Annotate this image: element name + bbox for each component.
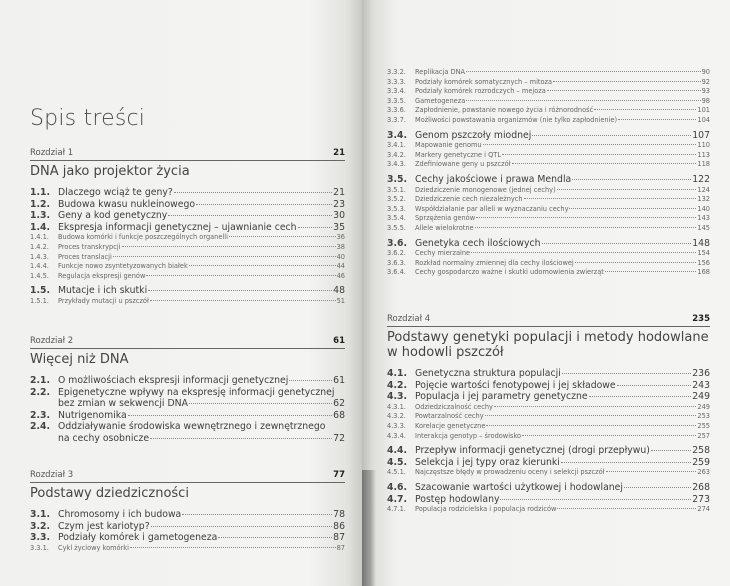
dot-leader [589,396,692,397]
entry-title: Sprzężenia genów [415,214,476,223]
chapter-1-block [30,148,345,307]
entry-number: 4.1. [387,368,408,379]
entry-title: Przykłady mutacji u pszczół [58,296,149,305]
entry-page: 249 [697,402,710,411]
entry-title: Najczęstsze błędy w prowadzeniu oceny i selekcji pszczół [415,468,605,477]
entry-page: 132 [697,195,710,204]
entry-title: Chromosomy i ich budowa [58,509,182,520]
entry-number: 2.1. [30,375,51,386]
entry-number: 4.7. [387,493,408,505]
dot-leader [557,189,697,190]
dot-leader [557,508,696,509]
entry-page: 93 [701,87,710,96]
dot-leader [298,227,333,228]
toc-entry[interactable] [387,87,710,97]
dot-leader [182,514,332,515]
dot-leader [471,252,696,253]
entry-page: 23 [333,198,345,210]
toc-entry[interactable] [30,243,345,253]
toc-entry[interactable] [30,532,345,544]
entry-title: Zapłodnienie, powstanie nowego życia i różnorodność [415,106,594,115]
entry-title: Geny a kod genetyczny [58,210,168,222]
chapter-page: 61 [333,336,345,346]
toc-entry [30,421,345,433]
entry-title: O możliwościach ekspresji informacji genetycznej [58,375,289,386]
toc-entry[interactable] [387,482,710,494]
dot-leader [485,415,697,416]
toc-entry[interactable] [30,210,345,222]
entry-title: Genetyczna struktura populacji [415,368,561,379]
entry-page: 68 [333,409,345,421]
entry-page: 268 [692,481,710,493]
entry-title: Markery genetyczne i QTL [415,150,501,159]
toc-entry[interactable] [30,199,345,211]
chapter-label: Rozdział 3 [30,470,74,480]
dot-leader [130,547,336,548]
toc-entry[interactable] [30,410,345,422]
entry-page: 253 [697,412,710,421]
toc-entry[interactable] [30,297,345,307]
entry-title: Powtarzalność cechy [415,412,484,421]
entry-page: 62 [333,398,345,410]
dot-leader [522,435,696,436]
entry-page: 46 [336,271,345,280]
dot-leader [466,100,700,101]
entry-title: Nutrigenomika [58,409,127,421]
chapter-page: 77 [333,470,345,480]
entry-page: 122 [692,173,710,185]
entry-title: Cykl życiowy komórki [58,543,129,552]
entry-title: Regulacja ekspresji genów [58,271,146,280]
chapter-3-continued-block [387,68,710,278]
entry-title: Genetyka cech ilościowych [415,237,541,249]
dot-leader [542,243,692,244]
dot-leader [494,406,696,407]
toc-entry[interactable] [30,544,345,554]
chapter-header [30,470,345,483]
entry-number: 3.4.1. [387,141,406,150]
entry-title: Allele wielokrotne [415,223,474,232]
entry-title: Gametogeneza [415,96,466,105]
thumb-shadow [362,470,376,586]
entry-title: Selekcja i jej typy oraz kierunki [415,456,560,468]
toc-entry[interactable] [387,214,710,224]
toc-title: Spis treści [30,106,146,131]
chapter-2-block [30,336,345,445]
entry-title: Możliwości powstawania organizmów (nie tylko zapłodnienie) [415,115,618,124]
toc-entry-continuation [30,398,345,410]
dot-leader [150,300,336,301]
toc-entry[interactable] [387,368,710,380]
chapter-header [387,314,710,327]
entry-title: Budowa kwasu nukleinowego [58,198,196,210]
entry-page: 140 [697,204,710,213]
entry-number: 3.6. [387,237,408,249]
entry-page: 48 [333,285,345,297]
entry-title: Populacja rodzicielska i populacja rodziców [415,505,557,514]
toc-entry[interactable] [387,494,710,506]
toc-entry[interactable] [387,391,710,403]
dot-leader [150,438,332,439]
entry-number: 1.3. [30,210,51,222]
entry-page: 72 [333,432,345,444]
entry-number: 3.5.4. [387,214,406,223]
entry-title: Genom pszczoły miodnej [415,129,532,141]
entry-title: Proces translacji [58,252,112,261]
entry-number: 2.2. [30,386,51,398]
entry-number: 1.4.2. [30,242,49,251]
entry-title: Epigenetyczne wpływy na ekspresję informacji genetycznej [58,386,335,398]
entry-page: 113 [697,150,710,159]
entry-number: 3.5. [387,173,408,185]
entry-page: 61 [333,375,345,386]
dot-leader [483,144,697,145]
entry-number: 1.4.3. [30,252,49,261]
entry-number: 4.3.2. [387,412,406,421]
chapter-title: Podstawy genetyki populacji i metody hodowlane w hodowli pszczół [387,330,709,360]
entry-number: 3.3.3. [387,77,406,86]
toc-entry[interactable] [30,187,345,199]
toc-entry[interactable] [387,422,710,432]
toc-entry[interactable] [387,505,710,515]
entry-title: Zdefiniowane geny u pszczół [415,160,511,169]
entry-title: Proces transkrypcji [58,242,121,251]
entry-number: 4.4. [387,445,408,457]
entry-number: 3.2. [30,520,51,532]
entry-page: 168 [697,268,710,277]
dot-leader [512,163,697,164]
toc-entry[interactable] [387,224,710,234]
toc-entry[interactable] [30,509,345,521]
entry-title: Oddziaływanie środowiska wewnętrznego i zewnętrznego [58,421,326,433]
dot-leader [218,537,332,538]
entry-number: 1.5.1. [30,296,49,305]
entry-title: Odziedziczalność cechy [415,402,493,411]
dot-leader [532,135,691,136]
dot-leader [547,90,701,91]
entry-number: 3.5.2. [387,195,406,204]
entry-page: 258 [692,445,710,457]
dot-leader [151,526,333,527]
entry-number: 3.4. [387,129,408,141]
entry-title: Postęp hodowlany [415,493,500,505]
entry-title: Cechy jakościowe i prawa Mendla [415,173,572,185]
entry-title: Korelacje genetyczne [415,421,486,430]
toc-entry[interactable] [387,68,710,78]
toc-entry[interactable] [387,403,710,413]
entry-page: 107 [692,129,710,141]
toc-entry[interactable] [387,412,710,422]
entry-title-continued: na cechy osobnicze [58,432,150,444]
entry-title: Szacowanie wartości użytkowej i hodowlanej [415,481,623,493]
dot-leader [122,246,336,247]
entry-page: 21 [333,187,345,198]
dot-leader [174,192,332,193]
entry-page: 86 [333,520,345,532]
entry-page: 255 [697,421,710,430]
entry-page: 104 [697,115,710,124]
entry-number: 4.6. [387,481,408,493]
toc-entry-continuation [30,433,345,445]
toc-entry[interactable] [387,174,710,186]
entry-page: 78 [333,509,345,520]
toc-entry[interactable] [387,249,710,259]
chapter-4-block [387,314,710,515]
entry-title: Mapowanie genomu [415,141,482,150]
chapter-title: Więcej niż DNA [30,352,129,367]
right-page [362,0,730,586]
entry-title: Interakcja genotyp – środowisko [415,431,522,440]
entry-page: 92 [701,77,710,86]
entry-title: Dziedziczenie monogenowe (jednej cechy) [415,185,556,194]
entry-number: 2.4. [30,421,51,433]
dot-leader [575,262,697,263]
entry-title: Przepływ informacji genetycznej (drogi przepływu) [415,445,650,457]
entry-title-continued: bez zmian w sekwencji DNA [58,398,188,410]
entry-number: 3.1. [30,509,51,520]
dot-leader [502,154,696,155]
toc-entry[interactable] [30,222,345,234]
toc-entry[interactable] [387,116,710,126]
entry-page: 110 [697,141,710,150]
entry-title: Pojęcie wartości fenotypowej i jej składowe [415,379,616,391]
toc-entry[interactable] [387,106,710,116]
dot-leader [466,71,701,72]
chapter-header [30,148,345,161]
entry-number: 4.3.3. [387,421,406,430]
entry-number: 1.4.5. [30,271,49,280]
chapter-label: Rozdział 2 [30,336,74,346]
entry-page: 44 [336,262,345,271]
left-page [0,0,362,586]
entry-number: 1.4. [30,221,51,233]
entry-number: 3.6.2. [387,249,406,258]
chapter-3-block [30,470,345,553]
toc-entry[interactable] [387,259,710,269]
toc-entry[interactable] [30,272,345,282]
entry-number: 1.1. [30,187,51,198]
entry-title: Cechy mierzalne [415,249,471,258]
dot-leader [553,81,701,82]
dot-leader [486,425,696,426]
entry-title: Podziały komórek rozrodczych – mejoza [415,87,546,96]
dot-leader [651,450,691,451]
dot-leader [561,462,691,463]
entry-number: 1.2. [30,198,51,210]
dot-leader [605,271,697,272]
dot-leader [289,380,332,381]
chapter-label: Rozdział 1 [30,148,74,158]
toc-entry[interactable] [387,457,710,469]
toc-entry[interactable] [387,160,710,170]
dot-leader [128,415,333,416]
entry-page: 51 [336,296,345,305]
chapter-header [30,336,345,349]
entry-number: 3.5.1. [387,185,406,194]
toc-entry[interactable] [387,78,710,88]
entry-page: 257 [697,431,710,440]
entry-number: 1.4.4. [30,262,49,271]
toc-entry[interactable] [387,97,710,107]
entry-page: 38 [336,242,345,251]
toc-entry[interactable] [30,253,345,263]
dot-leader [229,236,336,237]
entry-page: 98 [701,96,710,105]
entry-page: 263 [697,468,710,477]
dot-leader [475,227,697,228]
entry-title: Podziały komórek i gametogeneza [58,532,218,544]
entry-title: Czym jest kariotyp? [58,520,150,532]
dot-leader [168,215,332,216]
entry-number: 4.3. [387,391,408,403]
toc-entry[interactable] [387,130,710,142]
entry-number: 3.3.6. [387,106,406,115]
entry-title: Ekspresja informacji genetycznej – ujawnianie cech [58,221,297,233]
entry-number: 2.3. [30,409,51,421]
entry-title: Replikacja DNA [415,68,466,76]
toc-entry[interactable] [30,262,345,272]
chapter-label: Rozdział 4 [387,314,431,324]
entry-number: 1.5. [30,285,51,297]
dot-leader [594,109,696,110]
dot-leader [606,471,697,472]
entry-title: Populacja i jej parametry genetyczne [415,391,588,403]
entry-number: 3.3.4. [387,87,406,96]
chapter-page: 21 [333,148,345,158]
entry-number: 3.3. [30,532,51,544]
toc-entry[interactable] [387,432,710,442]
dot-leader [572,179,691,180]
entry-title: Współdziałanie par alleli w wyznaczaniu cechy [415,204,569,213]
toc-entry[interactable] [387,445,710,457]
entry-number: 3.6.4. [387,268,406,277]
toc-entry[interactable] [387,468,710,478]
toc-entry[interactable] [387,186,710,196]
toc-entry[interactable] [387,195,710,205]
entry-number: 4.3.1. [387,402,406,411]
toc-entry[interactable] [30,375,345,387]
toc-entry [30,387,345,399]
entry-page: 30 [333,210,345,222]
entry-page: 274 [697,505,710,514]
dot-leader [189,265,336,266]
toc-entry[interactable] [387,380,710,392]
dot-leader [617,385,692,386]
dot-leader [524,198,697,199]
entry-page: 101 [697,106,710,115]
entry-number: 4.5.1. [387,468,406,477]
toc-entry[interactable] [387,205,710,215]
entry-number: 4.5. [387,456,408,468]
entry-title: Funkcje nowo zsyntetyzowanych białek [58,262,188,271]
chapter-page: 235 [692,314,710,324]
entry-number: 3.4.3. [387,160,406,169]
dot-leader [189,403,332,404]
entry-page: 87 [336,543,345,552]
entry-number: 3.5.3. [387,204,406,213]
entry-page: 236 [692,368,710,379]
entry-number: 3.3.5. [387,96,406,105]
entry-title: Podziały komórek somatycznych – mitoza [415,77,553,86]
entry-page: 259 [692,456,710,468]
dot-leader [196,204,332,205]
dot-leader [146,275,335,276]
entry-page: 118 [697,160,710,169]
entry-page: 249 [692,391,710,403]
toc-entry[interactable] [387,238,710,250]
toc-entry[interactable] [387,141,710,151]
entry-title: Mutacje i ich skutki [58,285,148,297]
entry-title: Rozkład normalny zmiennej dla cechy ilościowej [415,258,574,267]
toc-entry[interactable] [387,151,710,161]
entry-number: 1.4.1. [30,233,49,242]
chapter-title: DNA jako projektor życia [30,164,190,179]
entry-title: Dziedziczenie cech niezależnych [415,195,523,204]
dot-leader [476,217,696,218]
entry-page: 36 [336,233,345,242]
dot-leader [618,119,696,120]
entry-page: 143 [697,214,710,223]
entry-page: 90 [701,68,710,76]
entry-page: 35 [333,221,345,233]
entry-page: 124 [697,185,710,194]
entry-page: 87 [333,532,345,544]
entry-number: 4.3.4. [387,431,406,440]
entry-page: 243 [692,379,710,391]
entry-number: 4.2. [387,379,408,391]
dot-leader [500,499,691,500]
toc-entry[interactable] [387,268,710,278]
dot-leader [113,256,336,257]
entry-page: 40 [336,252,345,261]
entry-page: 273 [692,493,710,505]
dot-leader [624,487,691,488]
entry-page: 154 [697,249,710,258]
toc-entry[interactable] [30,285,345,297]
entry-page: 145 [697,223,710,232]
dot-leader [148,290,332,291]
entry-page: 156 [697,258,710,267]
entry-title: Cechy gospodarczo ważne i skutki udomowienia zwierząt [415,268,604,277]
entry-number: 3.3.1. [30,543,49,552]
entry-number: 3.6.3. [387,258,406,267]
entry-title: Dlaczego wciąż te geny? [58,187,173,198]
entry-page: 148 [692,237,710,249]
entry-number: 4.7.1. [387,505,406,514]
entry-number: 3.3.2. [387,68,406,76]
chapter-title: Podstawy dziedziczności [30,486,189,501]
toc-entry[interactable] [30,233,345,243]
entry-number: 3.4.2. [387,150,406,159]
toc-entry[interactable] [30,521,345,533]
entry-number: 3.3.7. [387,115,406,124]
dot-leader [562,373,691,374]
dot-leader [569,208,696,209]
entry-title: Budowa komórki i funkcje poszczególnych organelli [58,233,228,242]
entry-number: 3.5.5. [387,223,406,232]
